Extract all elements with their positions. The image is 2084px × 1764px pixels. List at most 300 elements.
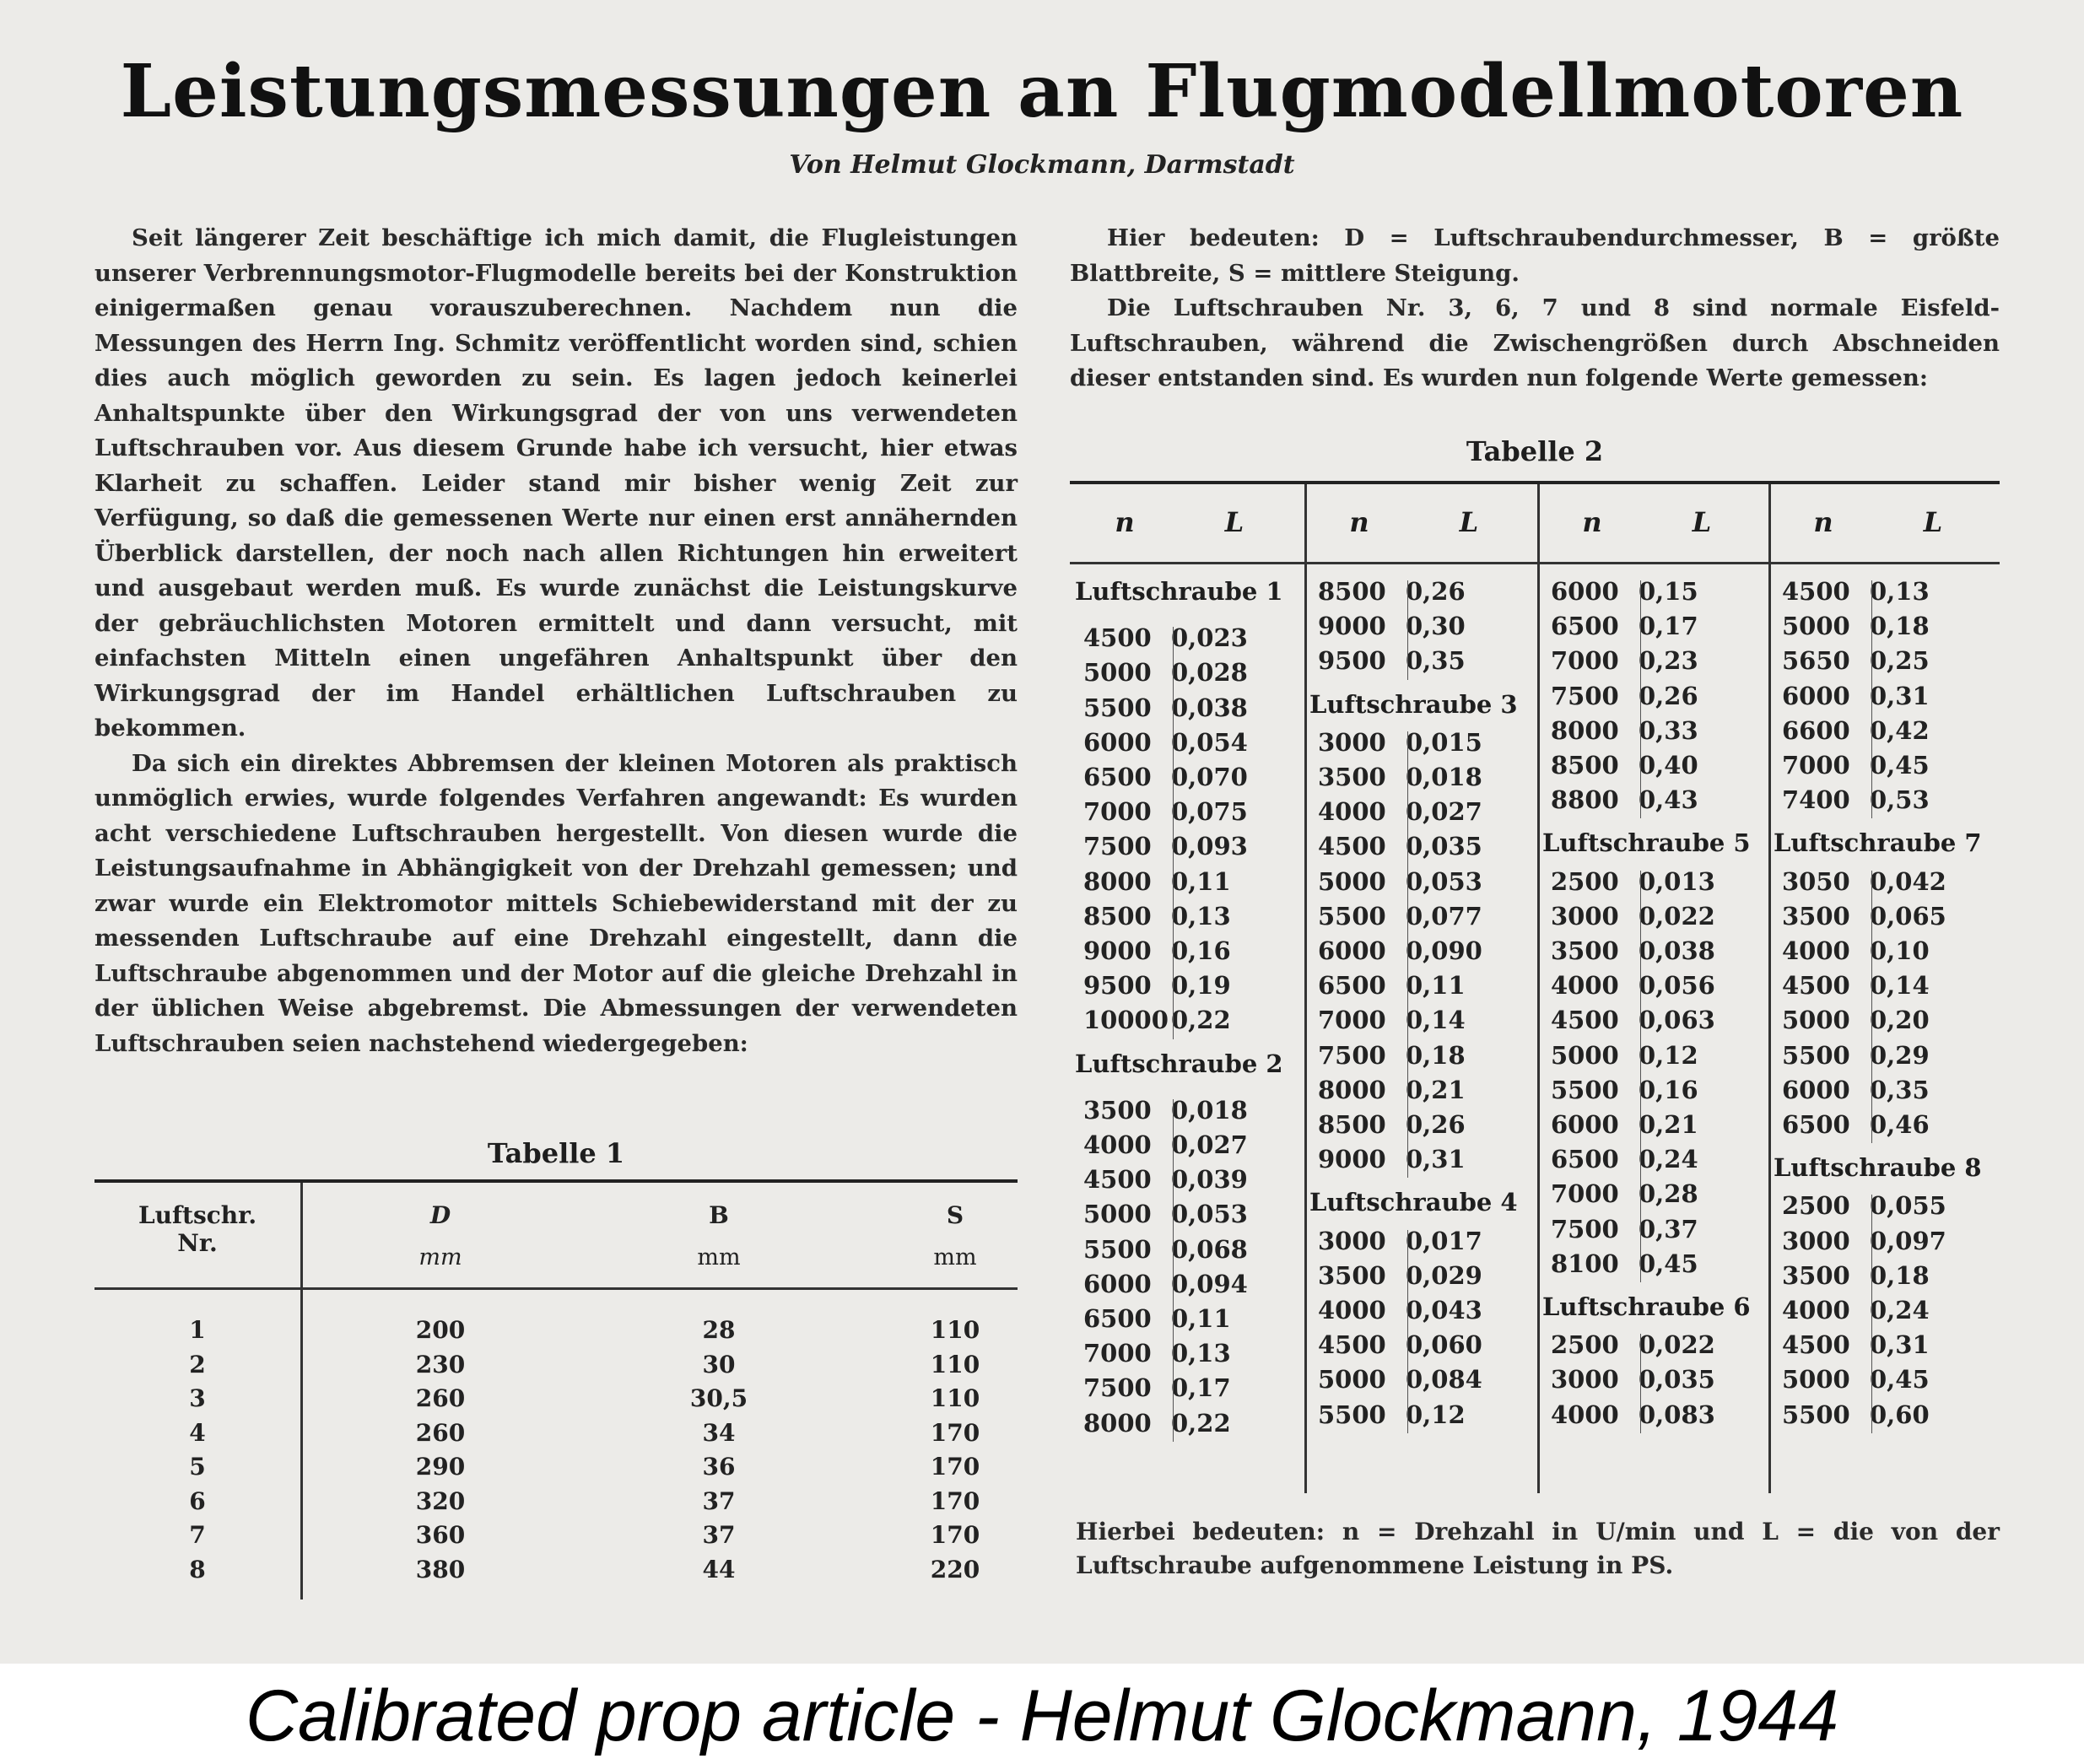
power-value: 0,30 — [1406, 612, 1466, 641]
table1-cell: 220 — [930, 1555, 980, 1583]
table2-row — [1551, 751, 1723, 780]
table2-row — [1782, 751, 1954, 780]
paragraph: Da sich ein direktes Abbremsen der kleinen Motoren als praktisch unmöglich erwies, wurde folgendes Verfahren angewandt: Es wurden acht verschiedene Luftschrauben hergestellt. Von diesen wurde die Leistungsaufnahme in Abhängigkeit von der Drehzahl gemessen; und zwar wurde ein Elektromotor mittels Schiebewiderstand mit der zu messenden Luftschraube auf eine Drehzahl eingestellt, dann die Luftschraube abgenommen und der Motor auf die gleiche Drehzahl in der üblichen Weise abgebremst. Die Abmessungen der verwendeten Luftschrauben seien nachstehend wiedergegeben: — [94, 749, 1018, 1057]
table1-cell: 320 — [415, 1486, 466, 1515]
power-value: 0,068 — [1171, 1234, 1248, 1264]
table2-row — [1318, 1330, 1490, 1359]
table2-row — [1083, 1373, 1255, 1402]
power-value: 0,45 — [1870, 1365, 1930, 1394]
table2-section-title: Luftschraube 2 — [1075, 1049, 1283, 1078]
table2-row — [1318, 1261, 1490, 1290]
table2-row — [1782, 1227, 1954, 1255]
table1-cell: 8 — [189, 1555, 206, 1583]
table1-cell: 28 — [702, 1316, 736, 1344]
power-value: 0,15 — [1639, 577, 1698, 606]
rpm-value: 10000 — [1083, 1006, 1169, 1035]
table1-cell: 290 — [415, 1453, 466, 1481]
power-value: 0,17 — [1639, 612, 1698, 641]
table2-header-n: n — [1349, 506, 1369, 538]
power-value: 0,029 — [1406, 1260, 1482, 1290]
table1-cell: 360 — [415, 1521, 466, 1549]
table2-row — [1083, 1200, 1255, 1228]
power-value: 0,022 — [1639, 1330, 1715, 1360]
rpm-value: 7500 — [1551, 1214, 1619, 1243]
table2-row — [1551, 1400, 1723, 1429]
table-divider — [1407, 580, 1408, 680]
rpm-value: 3050 — [1782, 866, 1850, 896]
table2-row — [1083, 1304, 1255, 1333]
rpm-value: 5000 — [1318, 866, 1386, 896]
power-value: 0,097 — [1870, 1226, 1946, 1255]
power-value: 0,14 — [1406, 1006, 1466, 1035]
table2-row — [1551, 1110, 1723, 1139]
power-value: 0,53 — [1870, 785, 1930, 815]
rpm-value: 4500 — [1782, 577, 1850, 606]
rpm-value: 5500 — [1318, 1400, 1386, 1429]
table2-row — [1083, 1006, 1255, 1034]
table2-section-title: Luftschraube 8 — [1774, 1153, 1982, 1183]
rpm-value: 6000 — [1782, 681, 1850, 710]
table2-row — [1551, 1365, 1723, 1394]
power-value: 0,11 — [1171, 1304, 1231, 1333]
table2-row — [1782, 1110, 1954, 1139]
table2-row — [1551, 1006, 1723, 1034]
table2-footnote: Hierbei bedeuten: n = Drehzahl in U/min und L = die von der Luftschraube aufgenommene Leistung in PS. — [1076, 1518, 2000, 1579]
power-value: 0,038 — [1171, 693, 1248, 722]
table2-row — [1083, 623, 1255, 652]
table2-header-n: n — [1813, 506, 1833, 538]
power-value: 0,022 — [1639, 901, 1715, 931]
article-title: Leistungsmessungen an Flugmodellmotoren — [120, 49, 1964, 134]
table2-header-n: n — [1115, 506, 1135, 538]
rpm-value: 6500 — [1551, 612, 1619, 641]
power-value: 0,35 — [1406, 646, 1466, 676]
rpm-value: 5000 — [1782, 1006, 1850, 1035]
table2-row — [1318, 936, 1490, 965]
table1-cell: 37 — [702, 1521, 736, 1549]
table2-row — [1782, 1400, 1954, 1429]
table2-row — [1782, 1296, 1954, 1324]
power-value: 0,26 — [1639, 681, 1698, 710]
rpm-value: 6000 — [1083, 727, 1152, 757]
power-value: 0,31 — [1406, 1145, 1466, 1174]
table2-header-l: L — [1459, 506, 1479, 538]
table1-caption: Tabelle 1 — [487, 1137, 625, 1169]
table2-row — [1083, 1096, 1255, 1125]
table2-row — [1083, 1339, 1255, 1368]
table2-row — [1083, 693, 1255, 722]
rpm-value: 8000 — [1551, 715, 1619, 745]
right-column-text — [1070, 221, 2000, 396]
rpm-value: 4000 — [1782, 936, 1850, 965]
table2-row — [1318, 902, 1490, 931]
table2-section-title: Luftschraube 7 — [1774, 828, 1982, 858]
table1-cell: 260 — [415, 1384, 466, 1412]
power-value: 0,055 — [1870, 1191, 1946, 1221]
rpm-value: 4000 — [1551, 971, 1619, 1001]
table1-header-nr: Luftschr. Nr. — [138, 1201, 257, 1257]
power-value: 0,063 — [1639, 1006, 1715, 1035]
power-value: 0,077 — [1406, 901, 1482, 931]
table2-row — [1782, 902, 1954, 931]
table2-row — [1318, 612, 1490, 640]
power-value: 0,31 — [1870, 1330, 1930, 1360]
rpm-value: 5000 — [1551, 1040, 1619, 1070]
table2-row — [1551, 785, 1723, 814]
table1-cell: 260 — [415, 1418, 466, 1447]
rpm-value: 7000 — [1551, 1179, 1619, 1209]
table2-section-title: Luftschraube 6 — [1542, 1292, 1751, 1321]
rpm-value: 5000 — [1318, 1365, 1386, 1394]
table1-cell: 34 — [702, 1418, 736, 1447]
power-value: 0,25 — [1870, 646, 1930, 676]
power-value: 0,19 — [1171, 971, 1231, 1001]
power-value: 0,60 — [1870, 1400, 1930, 1429]
power-value: 0,21 — [1639, 1110, 1698, 1139]
power-value: 0,17 — [1171, 1373, 1231, 1403]
rpm-value: 6000 — [1083, 1269, 1152, 1298]
power-value: 0,45 — [1870, 751, 1930, 780]
power-value: 0,18 — [1870, 612, 1930, 641]
table-divider — [1640, 871, 1641, 1282]
rpm-value: 2500 — [1782, 1191, 1850, 1221]
rpm-value: 6500 — [1318, 971, 1386, 1001]
rpm-value: 9000 — [1318, 612, 1386, 641]
table1-cell: 2 — [189, 1350, 206, 1378]
table2-row — [1083, 936, 1255, 965]
rpm-value: 3500 — [1782, 901, 1850, 931]
table1-cell: 3 — [189, 1384, 206, 1412]
table-divider — [1640, 1334, 1641, 1433]
table1-cell: 110 — [930, 1350, 980, 1378]
rpm-value: 8500 — [1318, 577, 1386, 606]
table2-row — [1083, 832, 1255, 860]
power-value: 0,060 — [1406, 1330, 1482, 1360]
table2-row — [1551, 1179, 1723, 1208]
power-value: 0,11 — [1406, 971, 1466, 1001]
table-divider — [1304, 484, 1307, 1493]
power-value: 0,094 — [1171, 1269, 1248, 1298]
rpm-value: 3500 — [1318, 763, 1386, 791]
rpm-value: 6000 — [1318, 936, 1386, 965]
table1-cell: 200 — [415, 1316, 466, 1344]
power-value: 0,075 — [1171, 797, 1248, 827]
power-value: 0,24 — [1639, 1145, 1698, 1174]
power-value: 0,42 — [1870, 715, 1930, 745]
rpm-value: 3000 — [1551, 901, 1619, 931]
table2-row — [1551, 577, 1723, 606]
power-value: 0,018 — [1406, 763, 1482, 791]
power-value: 0,053 — [1406, 866, 1482, 896]
rpm-value: 7000 — [1551, 646, 1619, 676]
table2-row — [1083, 797, 1255, 826]
power-value: 0,018 — [1171, 1095, 1248, 1125]
rpm-value: 3000 — [1551, 1365, 1619, 1394]
power-value: 0,10 — [1870, 936, 1930, 965]
power-value: 0,16 — [1639, 1075, 1698, 1104]
power-value: 0,22 — [1171, 1006, 1231, 1035]
power-value: 0,29 — [1870, 1040, 1930, 1070]
rpm-value: 4500 — [1083, 1165, 1152, 1195]
power-value: 0,11 — [1171, 866, 1231, 896]
table1-header-s: S mm — [933, 1201, 977, 1270]
rpm-value: 5500 — [1551, 1075, 1619, 1104]
power-value: 0,070 — [1171, 763, 1248, 791]
rpm-value: 5000 — [1083, 658, 1152, 688]
power-value: 0,37 — [1639, 1214, 1698, 1243]
power-value: 0,084 — [1406, 1365, 1482, 1394]
power-value: 0,056 — [1639, 971, 1715, 1001]
rpm-value: 7500 — [1083, 1373, 1152, 1403]
rpm-value: 3500 — [1083, 1095, 1152, 1125]
rpm-value: 8500 — [1083, 901, 1152, 931]
table2-row — [1318, 1400, 1490, 1429]
table-divider — [94, 1287, 1018, 1290]
table1-cell: 380 — [415, 1555, 466, 1583]
table2-section-title: Luftschraube 4 — [1309, 1188, 1518, 1217]
rpm-value: 3000 — [1782, 1226, 1850, 1255]
table2-row — [1318, 971, 1490, 1000]
power-value: 0,26 — [1406, 1110, 1466, 1139]
rpm-value: 3500 — [1551, 936, 1619, 965]
table2-row — [1318, 1296, 1490, 1324]
power-value: 0,027 — [1171, 1130, 1248, 1159]
power-value: 0,18 — [1870, 1260, 1930, 1290]
table2-row — [1551, 716, 1723, 745]
power-value: 0,039 — [1171, 1165, 1248, 1195]
rpm-value: 7500 — [1083, 832, 1152, 861]
table2-row — [1782, 1076, 1954, 1104]
paragraph: Hier bedeuten: D = Luftschraubendurchmesser, B = größte Blattbreite, S = mittlere Steigung. — [1070, 224, 2000, 287]
table2-row — [1083, 658, 1255, 687]
table2-row — [1083, 971, 1255, 1000]
table2-row — [1083, 902, 1255, 931]
rpm-value: 6000 — [1551, 577, 1619, 606]
power-value: 0,083 — [1639, 1400, 1715, 1429]
table2-header-l: L — [1224, 506, 1244, 538]
rpm-value: 9000 — [1318, 1145, 1386, 1174]
power-value: 0,14 — [1870, 971, 1930, 1001]
rpm-value: 6500 — [1782, 1110, 1850, 1139]
table-divider — [1173, 627, 1174, 1038]
table2-row — [1083, 1409, 1255, 1438]
power-value: 0,035 — [1639, 1365, 1715, 1394]
rpm-value: 4500 — [1782, 971, 1850, 1001]
rpm-value: 3000 — [1318, 1226, 1386, 1255]
table2-row — [1083, 1130, 1255, 1159]
rpm-value: 4000 — [1318, 1296, 1386, 1324]
table2-row — [1083, 763, 1255, 791]
table2-row — [1083, 1235, 1255, 1264]
table2-row — [1551, 646, 1723, 675]
rpm-value: 9500 — [1083, 971, 1152, 1001]
article-byline: Von Helmut Glockmann, Darmstadt — [789, 150, 1295, 180]
rpm-value: 4500 — [1318, 832, 1386, 861]
power-value: 0,40 — [1639, 751, 1698, 780]
table1-cell: 170 — [930, 1453, 980, 1481]
rpm-value: 5000 — [1782, 1365, 1850, 1394]
rpm-value: 7000 — [1083, 797, 1152, 827]
table2-row — [1318, 1365, 1490, 1394]
power-value: 0,027 — [1406, 797, 1482, 827]
power-value: 0,090 — [1406, 936, 1482, 965]
table2-row — [1551, 1215, 1723, 1243]
table-divider — [1871, 580, 1872, 818]
rpm-value: 7500 — [1551, 681, 1619, 710]
rpm-value: 5000 — [1083, 1200, 1152, 1229]
table-divider — [1070, 562, 2000, 564]
table1-cell: 1 — [189, 1316, 206, 1344]
table2-row — [1318, 763, 1490, 791]
table2-row — [1083, 1165, 1255, 1194]
power-value: 0,053 — [1171, 1200, 1248, 1229]
left-column-text — [94, 221, 1018, 1061]
table1-cell: 170 — [930, 1418, 980, 1447]
table2-row — [1318, 1076, 1490, 1104]
rpm-value: 6500 — [1551, 1145, 1619, 1174]
power-value: 0,18 — [1406, 1040, 1466, 1070]
rpm-value: 5000 — [1782, 612, 1850, 641]
table2-row — [1782, 1191, 1954, 1220]
power-value: 0,065 — [1870, 901, 1946, 931]
table2-section-title: Luftschraube 3 — [1309, 689, 1518, 719]
table-divider — [1871, 1195, 1872, 1432]
table2-row — [1318, 1110, 1490, 1139]
table2-row — [1318, 1041, 1490, 1070]
table1-cell: 170 — [930, 1521, 980, 1549]
table1-cell: 170 — [930, 1486, 980, 1515]
rpm-value: 4500 — [1782, 1330, 1850, 1360]
rpm-value: 2500 — [1551, 1330, 1619, 1360]
table-divider — [1407, 731, 1408, 1179]
power-value: 0,45 — [1639, 1249, 1698, 1278]
paragraph: Die Luftschrauben Nr. 3, 6, 7 und 8 sind normale Eisfeld-Luftschrauben, während die Zwischengrößen durch Abschneiden dieser entstanden sind. Es wurden nun folgende Werte gemessen: — [1070, 294, 2000, 391]
rpm-value: 5650 — [1782, 646, 1850, 676]
table2-row — [1782, 1365, 1954, 1394]
table2-row — [1782, 867, 1954, 896]
rpm-value: 9000 — [1083, 936, 1152, 965]
rpm-value: 6500 — [1083, 763, 1152, 791]
power-value: 0,33 — [1639, 715, 1698, 745]
power-value: 0,43 — [1639, 785, 1698, 815]
power-value: 0,20 — [1870, 1006, 1930, 1035]
rpm-value: 7400 — [1782, 785, 1850, 815]
table2-row — [1551, 682, 1723, 710]
image-caption: Calibrated prop article - Helmut Glockmann, 1944 — [245, 1675, 1839, 1756]
power-value: 0,017 — [1406, 1226, 1482, 1255]
table2-row — [1782, 1330, 1954, 1359]
table2-row — [1782, 1041, 1954, 1070]
table-divider — [1768, 484, 1771, 1493]
table-divider — [1871, 871, 1872, 1144]
table2-row — [1551, 936, 1723, 965]
rpm-value: 5500 — [1782, 1040, 1850, 1070]
table1-header-b: B mm — [697, 1201, 741, 1270]
table-divider — [1173, 1099, 1174, 1442]
rpm-value: 4500 — [1551, 1006, 1619, 1035]
power-value: 0,13 — [1870, 577, 1930, 606]
power-value: 0,12 — [1406, 1400, 1466, 1429]
table1-cell: 36 — [702, 1453, 736, 1481]
table1-cell: 30,5 — [689, 1384, 748, 1412]
power-value: 0,042 — [1870, 866, 1946, 896]
table1-cell: 37 — [702, 1486, 736, 1515]
rpm-value: 5500 — [1083, 693, 1152, 722]
table-divider — [300, 1183, 303, 1599]
power-value: 0,093 — [1171, 832, 1248, 861]
table2-header-n: n — [1582, 506, 1602, 538]
table2-row — [1318, 797, 1490, 826]
rpm-value: 3500 — [1782, 1260, 1850, 1290]
rpm-value: 2500 — [1551, 866, 1619, 896]
table1-cell: 110 — [930, 1316, 980, 1344]
table2-row — [1083, 1270, 1255, 1298]
table2-row — [1318, 1227, 1490, 1255]
table2-row — [1551, 1249, 1723, 1278]
table-divider — [1537, 484, 1540, 1493]
rpm-value: 8000 — [1083, 866, 1152, 896]
power-value: 0,26 — [1406, 577, 1466, 606]
rpm-value: 7000 — [1083, 1339, 1152, 1368]
rpm-value: 7000 — [1782, 751, 1850, 780]
rpm-value: 7000 — [1318, 1006, 1386, 1035]
table2-row — [1318, 1145, 1490, 1173]
rpm-value: 6000 — [1782, 1075, 1850, 1104]
power-value: 0,35 — [1870, 1075, 1930, 1104]
table2-row — [1782, 1261, 1954, 1290]
table2-row — [1318, 577, 1490, 606]
rpm-value: 6500 — [1083, 1304, 1152, 1333]
power-value: 0,043 — [1406, 1296, 1482, 1324]
table1-cell: 6 — [189, 1486, 206, 1515]
rpm-value: 4500 — [1318, 1330, 1386, 1360]
rpm-value: 7500 — [1318, 1040, 1386, 1070]
paragraph: Seit längerer Zeit beschäftige ich mich damit, die Flugleistungen unserer Verbrennungsmotor-Flugmodelle bereits bei der Konstruktion einigermaßen genau vorauszuberechnen. Nachdem nun die Messungen des Herrn Ing. Schmitz veröffentlicht worden sind, schien dies auch möglich geworden zu sein. Es lagen jedoch keinerlei Anhaltspunkte über den Wirkungsgrad der von uns verwendeten Luftschrauben vor. Aus diesem Grunde habe ich versucht, hier etwas Klarheit zu schaffen. Leider stand mir bisher wenig Zeit zur Verfügung, so daß die gemessenen Werte nur einen erst annähernden Überblick darstellen, der noch nach allen Richtungen hin erweitert und ausgebaut werden muß. Es wurde zunächst die Leistungskurve der gebräuchlichsten Motoren ermittelt und dann versucht, mit einfachsten Mitteln einen ungefähren Anhaltspunkt über den Wirkungsgrad der im Handel erhältlichen Luftschrauben zu bekommen. — [94, 224, 1018, 742]
table1-cell: 44 — [702, 1555, 736, 1583]
table1-cell: 5 — [189, 1453, 206, 1481]
table2-section-title: Luftschraube 5 — [1542, 828, 1751, 858]
table2-row — [1551, 1145, 1723, 1173]
power-value: 0,24 — [1870, 1296, 1930, 1324]
rpm-value: 5500 — [1083, 1234, 1152, 1264]
rpm-value: 8000 — [1318, 1075, 1386, 1104]
rpm-value: 9500 — [1318, 646, 1386, 676]
table2-header-l: L — [1923, 506, 1943, 538]
rpm-value: 5500 — [1782, 1400, 1850, 1429]
rpm-value: 3000 — [1318, 727, 1386, 757]
power-value: 0,22 — [1171, 1408, 1231, 1438]
rpm-value: 6000 — [1551, 1110, 1619, 1139]
power-value: 0,31 — [1870, 681, 1930, 710]
table2-row — [1782, 682, 1954, 710]
table2-row — [1551, 1041, 1723, 1070]
table2-row — [1782, 1006, 1954, 1034]
rpm-value: 4000 — [1083, 1130, 1152, 1159]
power-value: 0,038 — [1639, 936, 1715, 965]
table1-header-d: D mm — [418, 1201, 462, 1270]
table2-row — [1083, 728, 1255, 757]
table2-caption: Tabelle 2 — [1466, 435, 1604, 467]
power-value: 0,13 — [1171, 901, 1231, 931]
rpm-value: 8500 — [1318, 1110, 1386, 1139]
rpm-value: 6600 — [1782, 715, 1850, 745]
rpm-value: 4000 — [1782, 1296, 1850, 1324]
table1 — [94, 1179, 1018, 1599]
rpm-value: 4000 — [1551, 1400, 1619, 1429]
table1-cell: 7 — [189, 1521, 206, 1549]
power-value: 0,28 — [1639, 1179, 1698, 1209]
power-value: 0,054 — [1171, 727, 1248, 757]
